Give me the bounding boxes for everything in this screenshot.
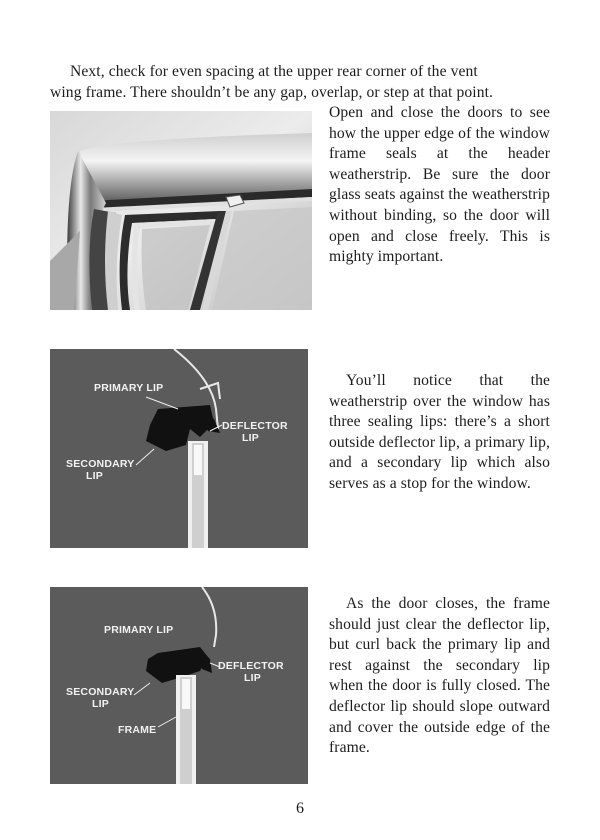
page-number: 6 [296, 800, 304, 817]
frame-closing-diagram [50, 587, 308, 784]
frame-label: FRAME [118, 724, 157, 736]
intro-line-1: Next, check for even spacing at the upper rear corner of the vent [70, 63, 478, 80]
deflector-lip-label-2: LIP [242, 432, 259, 444]
secondary-lip-label-1: SECONDARY [66, 458, 135, 470]
lips-paragraph-text: You’ll notice that the weatherstrip over the window has three sealing lips: there’s a short outside deflector lip, a primary lip, and a secondary lip which also serves as a stop for the window. [329, 372, 550, 492]
primary-lip-label: PRIMARY LIP [104, 624, 174, 636]
closing-paragraph-text: As the door closes, the frame should just clear the deflector lip, but curl back the primary lip and rest against the secondary lip when the door is fully closed. The deflector lip should slope outward and cover the outside edge of the frame. [329, 595, 550, 757]
intro-paragraph [50, 62, 550, 103]
secondary-lip-label-2: LIP [86, 470, 103, 482]
doors-paragraph: Open and close the doors to see how the upper edge of the window frame seals at the header weatherstrip. Be sure the door glass seats against the weatherstrip without binding, so the door will open and close freely. This is mighty important. [329, 104, 550, 266]
deflector-lip-label-1: DEFLECTOR [218, 660, 284, 672]
deflector-lip-label-2: LIP [244, 672, 261, 684]
vent-wing-photo [50, 111, 312, 310]
secondary-lip-label-2: LIP [92, 698, 109, 710]
primary-lip-label: PRIMARY LIP [94, 382, 164, 394]
closing-paragraph [329, 594, 550, 759]
secondary-lip-label-1: SECONDARY [66, 686, 135, 698]
lips-paragraph [329, 371, 550, 495]
weatherstrip-lips-diagram [50, 349, 308, 548]
deflector-lip-label-1: DEFLECTOR [222, 420, 288, 432]
intro-line-2: wing frame. There shouldn’t be any gap, overlap, or step at that point. [50, 83, 494, 101]
